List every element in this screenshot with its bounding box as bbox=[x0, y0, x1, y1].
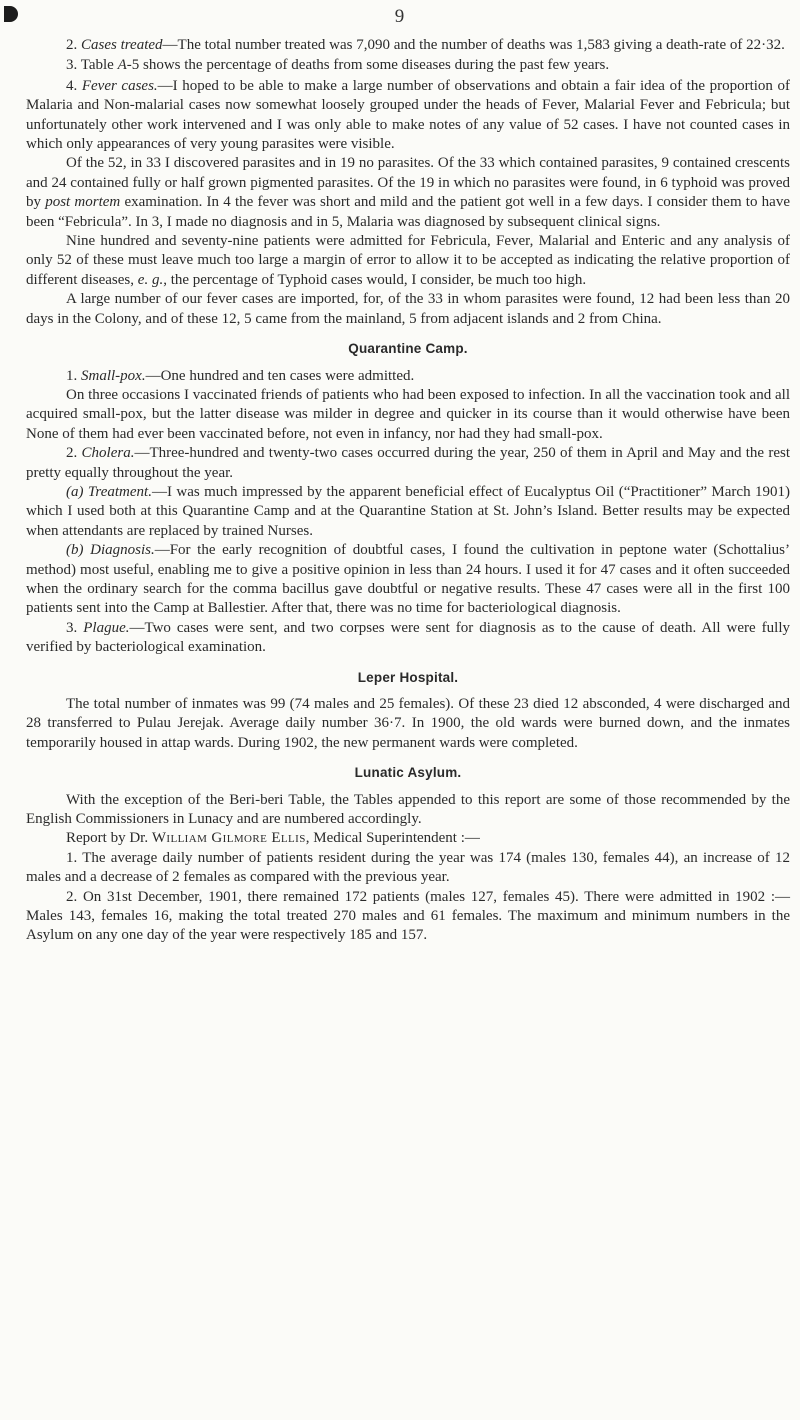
paragraph-imported-cases: A large number of our fever cases are imported, for, of the 33 in whom parasites were found, 12 had been less than 20 days in the Colony, and of these 12, 5 came from the mainland, 5 from adjacent islands and 2 from China. bbox=[26, 291, 790, 327]
paragraph-parasites bbox=[26, 154, 790, 232]
paragraph-admissions bbox=[26, 232, 790, 290]
paragraph-vaccination: On three occasions I vaccinated friends of patients who had been exposed to infection. In all the vaccination took and all acquired small-pox, but the latter disease was milder in degree and quicker in its course than it would otherwise have been None of them had ever been vaccinated before, not even in infancy, nor had they had small-pox. bbox=[26, 386, 790, 442]
item-text: Nine hundred and seventy-nine patients were admitted for Febricula, Fever, Malarial and Enteric and any analysis of only 52 of these must leave much too large a margin of error to allow it to be accepted as indicating the relative proportion of different diseases, bbox=[26, 233, 790, 288]
paragraph-tables-note: With the exception of the Beri-beri Table, the Tables appended to this report are some of those recommended by the English Commissioners in Lunacy and are numbered accordingly. bbox=[26, 791, 790, 828]
item-number: 4. bbox=[66, 77, 78, 94]
item-text: —One hundred and ten cases were admitted. bbox=[145, 367, 415, 384]
item-text: —Three-hundred and twenty-two cases occurred during the year, 250 of them in April and May and the rest pretty equally throughout the year. bbox=[26, 445, 790, 481]
paragraph-leper-inmates: The total number of inmates was 99 (74 males and 25 females). Of these 23 died 12 absconded, 4 were discharged and 28 transferred to Pulau Jerejak. Average daily number 36·7. In 1900, the old wards were burned down, and the inmates temporarily housed in attap wards. During 1902, the new permanent wards were completed. bbox=[26, 696, 790, 751]
item-text: -5 shows the percentage of deaths from some diseases during the past few years. bbox=[126, 57, 610, 74]
item-text: Report by Dr. bbox=[66, 830, 152, 847]
paragraph-small-pox bbox=[26, 367, 790, 386]
page-number: 9 bbox=[394, 6, 406, 27]
item-title: Fever cases. bbox=[81, 77, 158, 94]
item-text: Table bbox=[80, 57, 118, 74]
item-text: —Two cases were sent, and two corpses were sent for diagnosis as to the cause of death. All were fully verified by bacteriological examination. bbox=[26, 619, 791, 656]
item-title: Small-pox. bbox=[81, 367, 146, 384]
paragraph-remaining-patients bbox=[26, 888, 790, 946]
table-reference: A bbox=[117, 57, 127, 74]
item-text: examination. In 4 the fever was short and mild and the patient got well in a few days. I consider them to have been “Febricula”. In 3, I made no diagnosis and in 5, Malaria was diagnosed by subsequent clinical signs. bbox=[26, 194, 790, 230]
paragraph-diagnosis bbox=[26, 541, 790, 619]
paragraph-table-a5 bbox=[26, 56, 790, 75]
item-text: Of the 52, in 33 I discovered parasites and in 19 no parasites. Of the 33 which contained parasites, 9 contained crescents and 24 contained fully or half grown pigmented parasites. Of the 19 in which no parasites were found, in 6 typhoid was proved by bbox=[26, 155, 790, 211]
italic-term: e. g. bbox=[137, 271, 164, 288]
item-number: 1. bbox=[66, 849, 78, 866]
paragraph-plague bbox=[26, 619, 790, 658]
paragraph-cholera bbox=[26, 444, 790, 483]
item-text: —I was much impressed by the apparent beneficial effect of Eucalyptus Oil (“Practitioner” March 1901) which I used both at this Quarantine Camp and at the Quarantine Station at St. John’s Island. Better results may be expected when attendants are replaced by trained Nurses. bbox=[26, 483, 790, 539]
item-text: , the percentage of Typhoid cases would, I consider, be much too high. bbox=[163, 271, 587, 288]
item-number: 3. bbox=[66, 57, 78, 74]
italic-term: post mortem bbox=[45, 194, 121, 211]
item-title: Diagnosis. bbox=[90, 542, 155, 559]
item-number: 2. bbox=[66, 37, 78, 53]
item-number: 2. bbox=[66, 888, 78, 905]
item-text: —I hoped to be able to make a large number of observations and obtain a fair idea of the proportion of Malaria and Non-malarial cases now somewhat loosely grouped under the heads of Fever, Malarial Fever and Febricula; but unfortunately other work intervened and I was only able to make notes of any value of 52 cases. I have not counted cases in which only appearances of very young parasites were visible. bbox=[26, 77, 791, 153]
heading-leper-hospital: Leper Hospital. bbox=[357, 669, 459, 685]
item-title: Plague. bbox=[83, 619, 130, 636]
item-number: 1. bbox=[66, 367, 78, 384]
item-number: 3. bbox=[66, 619, 78, 636]
paragraph-average-daily bbox=[26, 849, 790, 888]
heading-lunatic-asylum: Lunatic Asylum. bbox=[354, 765, 462, 781]
item-text: The average daily number of patients resident during the year was 174 (males 130, females 44), an increase of 12 males and a decrease of 2 females as compared with the previous year. bbox=[26, 849, 790, 886]
item-text: , Medical Superintendent :— bbox=[305, 830, 480, 847]
document-body bbox=[26, 36, 790, 946]
superintendent-name: William Gilmore Ellis bbox=[151, 830, 306, 847]
paragraph-report-by bbox=[26, 829, 790, 848]
item-label: (a) bbox=[66, 483, 84, 500]
paragraph-treatment bbox=[26, 483, 790, 541]
item-title: Cases treated bbox=[81, 37, 163, 53]
item-number: 2. bbox=[66, 445, 78, 462]
item-text: —The total number treated was 7,090 and the number of deaths was 1,583 giving a death-rate of 22·32. bbox=[162, 37, 785, 53]
item-text: —For the early recognition of doubtful cases, I found the cultivation in peptone water (Schottalius’ method) most useful, enabling me to give a positive opinion in less than 24 hours. I used it for 47 cases and it often succeeded when the ordinary search for the comma bacillus gave doubtful or negative results. These 47 cases were all in the first 100 patients sent into the Camp at Ballestier. After that, there was no time for bacteriological diagnosis. bbox=[26, 542, 790, 617]
paragraph-cases-treated bbox=[26, 36, 790, 55]
item-label: (b) bbox=[66, 542, 84, 559]
heading-quarantine-camp: Quarantine Camp. bbox=[348, 341, 468, 357]
item-title: Cholera. bbox=[81, 445, 135, 462]
paragraph-fever-cases bbox=[26, 77, 790, 155]
item-title: Treatment. bbox=[87, 483, 152, 500]
item-text: On 31st December, 1901, there remained 172 patients (males 127, females 45). There were admitted in 1902 :—Males 143, females 16, making the total treated 270 males and 61 females. The maximum and minimum numbers in the Asylum on any one day of the year were respectively 185 and 157. bbox=[26, 888, 791, 944]
